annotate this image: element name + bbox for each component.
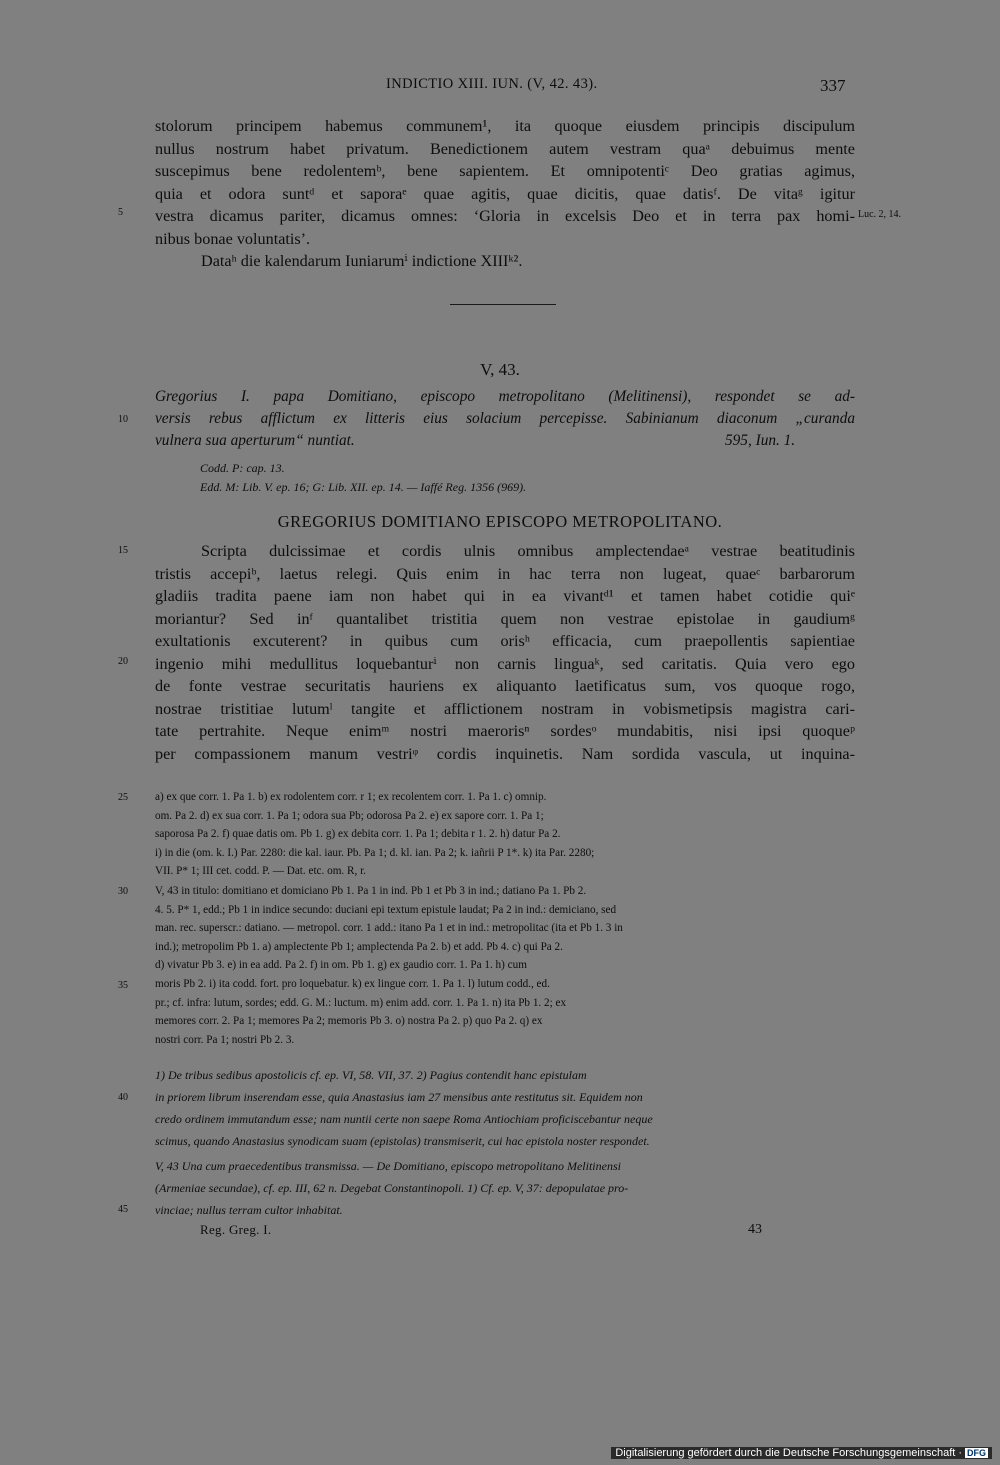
text-line: nibus bonae voluntatis’.: [155, 229, 311, 248]
letter-line: per compassionem manum vestriᵠ cordis inquinetis. Nam sordida vascula, ut inquina-: [155, 744, 855, 763]
text-line: stolorum principem habemus communem¹, ita quoque eiusdem principis discipulum: [155, 117, 855, 135]
line-number: 30: [118, 886, 128, 897]
footnotes-letter: [155, 1155, 855, 1221]
summary-block: [155, 386, 855, 452]
letter-line: nostrae tristitiae lutumˡ tangite et afflictionem nostram in vobismetipsis magistra cari-: [155, 699, 855, 718]
page-number: 337: [820, 76, 846, 95]
summary-line: versis rebus afflictum ex litteris eius solacium percepisse. Sabinianum diaconum „curanda: [155, 410, 855, 427]
footnote-line: V, 43 Una cum praecedentibus transmissa. — De Domitiano, episcopo metropolitano Melitinensi: [155, 1159, 621, 1173]
note-line: i) in die (om. k. I.) Par. 2280: die kal. iaur. Pb. Pa 1; d. kl. ian. Pa 2; k. iañrii P 1*. k) ita Par. 2280;: [155, 846, 595, 859]
letter-title: GREGORIUS DOMITIANO EPISCOPO METROPOLITANO.: [277, 512, 723, 531]
letter-date: 595, Iun. 1.: [725, 432, 796, 449]
credit-text: Digitalisierung gefördert durch die Deutsche Forschungsgemeinschaft: [615, 1447, 956, 1459]
footnote-line: vinciae; nullus terram cultor inhabitat.: [155, 1203, 343, 1217]
footer-signature: 43: [748, 1222, 762, 1237]
editions-line: Edd. M: Lib. V. ep. 16; G: Lib. XII. ep. 14. — Iaffé Reg. 1356 (969).: [200, 480, 527, 494]
note-line: pr.; cf. infra: lutum, sordes; edd. G. M.: luctum. m) enim add. corr. 1. Pa 1. n) ita Pb 1. 2; ex: [155, 996, 567, 1009]
line-number: 40: [118, 1092, 128, 1103]
footnotes-historical: [155, 1064, 855, 1152]
line-number: 10: [118, 414, 128, 425]
note-line: 4. 5. P* 1, edd.; Pb 1 in indice secundo: duciani epi textum epistule laudat; Pa 2 in ind.: demiciano, sed: [155, 903, 617, 916]
letter-line: tate pertrahite. Neque enimᵐ nostri maerorisⁿ sordesᵒ mundabitis, nisi ipsi quoqueᵖ: [155, 722, 855, 740]
margin-reference: Luc. 2, 14.: [858, 209, 902, 220]
section-divider: [450, 304, 556, 305]
letter-body: [155, 540, 855, 765]
note-line: memores corr. 2. Pa 1; memores Pa 2; memoris Pb 3. o) nostra Pa 2. p) quo Pa 2. q) ex: [155, 1015, 543, 1028]
top-text-block: [155, 115, 855, 273]
summary-text: vulnera sua aperturum“ nuntiat.: [155, 432, 355, 449]
letter-line: moriantur? Sed inᶠ quantalibet tristitia quem non vestrae epistolae in gaudiumᵍ: [155, 609, 855, 628]
text-line: suscepimus bene redolentemᵇ, bene sapientem. Et omnipotentiᶜ Deo gratias agimus,: [155, 162, 855, 180]
footer-series: Reg. Greg. I.: [200, 1222, 272, 1237]
running-header: [0, 76, 1000, 98]
footnote-line: in priorem librum inserendam esse, quia Anastasius iam 27 mensibus ante restitutus sit. Equidem non: [155, 1090, 643, 1104]
letter-line: de fonte vestrae securitatis hauriens ex aliquanto laetificatus sum, vos quoque rogo,: [155, 677, 855, 695]
summary-line: Gregorius I. papa Domitiano, episcopo metropolitano (Melitinensi), respondet se ad-: [155, 388, 855, 405]
apparatus-notes-a: [155, 788, 855, 881]
line-number: 20: [118, 656, 128, 667]
note-line: VII. P* 1; III cet. codd. P. — Dat. etc. om. R, r.: [155, 865, 366, 878]
digitization-credit: Digitalisierung gefördert durch die Deutsche Forschungsgemeinschaft · DFG: [611, 1447, 992, 1459]
note-line: V, 43 in titulo: domitiano et domiciano Pb 1. Pa 1 in ind. Pb 1 et Pb 3 in ind.; datiano Pa 1. Pb 2.: [155, 885, 587, 897]
letter-line: gladiis tradita paene iam non habet qui in ea vivantᵈ¹ et tamen habet cotidie quiᵉ: [155, 587, 855, 605]
note-line: om. Pa 2. d) ex sua corr. 1. Pa 1; odora sua Pb; odorosa Pa 2. e) ex sapore corr. 1. Pa 1;: [155, 809, 544, 822]
text-line: nullus nostrum habet privatum. Benedictionem autem vestram quaᵃ debuimus mente: [155, 139, 855, 158]
footnote-line: scimus, quando Anastasius synodicam suam (epistolas) transmiserit, cui hac epistola noster respondet.: [155, 1134, 650, 1148]
dfg-logo-icon: DFG: [967, 1448, 986, 1458]
letter-line: exultationis excuterent? in quibus cum orisʰ efficacia, cum praepollentis sapientiae: [155, 632, 855, 650]
letter-line: ingenio mihi medullitus loquebanturⁱ non carnis linguaᵏ, sed caritatis. Quia vero ego: [155, 654, 855, 673]
header-title: INDICTIO XIII. IUN. (V, 42. 43).: [386, 76, 598, 92]
apparatus-notes-b: [155, 882, 855, 1049]
section-number: V, 43.: [480, 360, 520, 379]
footnote-line: 1) De tribus sedibus apostolicis cf. ep. VI, 58. VII, 37. 2) Pagius contendit hanc epistulam: [155, 1068, 587, 1082]
footnote-line: credo ordinem immutandum esse; nam nuntii certe non saepe Roma Antiochiam proficiscebantur neque: [155, 1112, 653, 1126]
line-number: 5: [118, 207, 123, 218]
footnote-line: (Armeniae secundae), cf. ep. III, 62 n. Degebat Constantinopoli. 1) Cf. ep. V, 37: depopulatae pro-: [155, 1181, 629, 1195]
line-number: 15: [118, 545, 128, 556]
note-line: saporosa Pa 2. f) quae datis om. Pb 1. g) ex debita corr. 1. Pa 1; debita r 1. 2. h) datur Pa 2.: [155, 828, 561, 841]
codices-block: [200, 459, 800, 497]
line-number: 45: [118, 1204, 128, 1215]
note-line: ind.); metropolim Pb 1. a) amplectente Pb 1; amplectenda Pa 2. b) et add. Pb 4. c) qui Pa 2.: [155, 940, 563, 953]
note-line: man. rec. superscr.: datiano. — metropol. corr. 1 add.: itano Pa 1 et in ind.: metropolitac (ita et Pb 1. 3 in: [155, 922, 623, 935]
note-line: d) vivatur Pb 3. e) in ea add. Pa 2. f) in om. Pb 1. g) ex gaudio corr. 1. Pa 1. h) cum: [155, 959, 527, 972]
line-number: 35: [118, 980, 128, 991]
text-line: quia et odora suntᵈ et saporaᵉ quae agitis, quae dicitis, quae datisᶠ. De vitaᵍ igitur: [155, 184, 855, 203]
codices-line: Codd. P: cap. 13.: [200, 461, 285, 475]
note-line: a) ex que corr. 1. Pa 1. b) ex rodolentem corr. r 1; ex recolentem corr. 1. Pa 1. c) omnip.: [155, 791, 547, 803]
summary-line: [155, 430, 855, 452]
note-line: nostri corr. Pa 1; nostri Pb 2. 3.: [155, 1033, 295, 1046]
line-number: 25: [118, 792, 128, 803]
note-line: moris Pb 2. i) ita codd. fort. pro loquebatur. k) ex lingue corr. 1. Pa 1. l) lutum codd., ed.: [155, 977, 550, 990]
text-line-data: Dataʰ die kalendarum Iuniarumⁱ indictione XIIIᵏ².: [201, 252, 523, 270]
text-line: vestra dicamus pariter, dicamus omnes: ‘Gloria in excelsis Deo et in terra pax homi-: [155, 207, 855, 225]
letter-line: Scripta dulcissimae et cordis ulnis omnibus amplectendaeᵃ vestrae beatitudinis: [201, 542, 855, 560]
letter-line: tristis accepiᵇ, laetus relegi. Quis enim in hac terra non lugeat, quaeᶜ barbarorum: [155, 564, 855, 583]
